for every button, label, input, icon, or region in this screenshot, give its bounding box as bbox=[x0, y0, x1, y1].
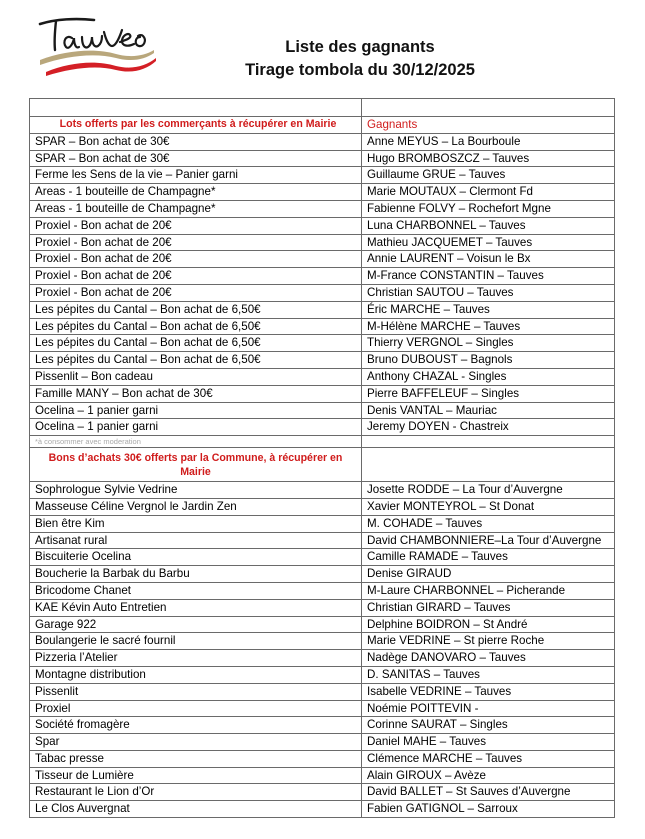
winner-cell: Bruno DUBOUST – Bagnols bbox=[362, 352, 615, 369]
lot-cell: Le Clos Auvergnat bbox=[30, 801, 362, 818]
winner-cell: M-Laure CHARBONNEL – Picherande bbox=[362, 582, 615, 599]
table-row bbox=[30, 566, 615, 583]
lot-cell: Garage 922 bbox=[30, 616, 362, 633]
winner-cell: Jeremy DOYEN - Chastreix bbox=[362, 419, 615, 436]
table-row bbox=[30, 750, 615, 767]
winner-cell: Christian SAUTOU – Tauves bbox=[362, 284, 615, 301]
section1-heading: Lots offerts par les commerçants à récupérer en Mairie bbox=[30, 117, 362, 134]
lot-cell: Les pépites du Cantal – Bon achat de 6,50€ bbox=[30, 318, 362, 335]
page-title bbox=[150, 36, 570, 82]
lot-cell: Areas - 1 bouteille de Champagne* bbox=[30, 184, 362, 201]
lot-cell: Tisseur de Lumière bbox=[30, 767, 362, 784]
title-line-2: Tirage tombola du 30/12/2025 bbox=[245, 61, 475, 79]
blank-row bbox=[30, 99, 615, 117]
winner-cell: Luna CHARBONNEL – Tauves bbox=[362, 217, 615, 234]
winner-cell: Christian GIRARD – Tauves bbox=[362, 599, 615, 616]
table-row bbox=[30, 801, 615, 818]
lot-cell: Pissenlit – Bon cadeau bbox=[30, 368, 362, 385]
table-row bbox=[30, 133, 615, 150]
lot-cell: Les pépites du Cantal – Bon achat de 6,50€ bbox=[30, 352, 362, 369]
table-row bbox=[30, 167, 615, 184]
lot-cell: Ocelina – 1 panier garni bbox=[30, 419, 362, 436]
winner-cell: David CHAMBONNIERE–La Tour d’Auvergne bbox=[362, 532, 615, 549]
winner-cell: Xavier MONTEYROL – St Donat bbox=[362, 498, 615, 515]
lot-cell: Proxiel - Bon achat de 20€ bbox=[30, 284, 362, 301]
winner-cell: Denise GIRAUD bbox=[362, 566, 615, 583]
table-row bbox=[30, 318, 615, 335]
table-row bbox=[30, 268, 615, 285]
table-row bbox=[30, 217, 615, 234]
winner-cell: Clémence MARCHE – Tauves bbox=[362, 750, 615, 767]
table-row bbox=[30, 532, 615, 549]
lot-cell: Les pépites du Cantal – Bon achat de 6,50€ bbox=[30, 335, 362, 352]
winner-cell: Camille RAMADE – Tauves bbox=[362, 549, 615, 566]
lot-cell: Proxiel bbox=[30, 700, 362, 717]
winner-cell: Guillaume GRUE – Tauves bbox=[362, 167, 615, 184]
winner-cell: Hugo BROMBOSZCZ – Tauves bbox=[362, 150, 615, 167]
table-row bbox=[30, 385, 615, 402]
winner-cell: Nadège DANOVARO – Tauves bbox=[362, 650, 615, 667]
table-row bbox=[30, 498, 615, 515]
lot-cell: Artisanat rural bbox=[30, 532, 362, 549]
blank-cell bbox=[30, 99, 362, 117]
lot-cell: Areas - 1 bouteille de Champagne* bbox=[30, 200, 362, 217]
winner-cell: Josette RODDE – La Tour d’Auvergne bbox=[362, 482, 615, 499]
lot-cell: Bricodome Chanet bbox=[30, 582, 362, 599]
winner-cell: Fabien GATIGNOL – Sarroux bbox=[362, 801, 615, 818]
lot-cell: Bien être Kim bbox=[30, 515, 362, 532]
blank-cell bbox=[362, 448, 615, 482]
footnote-text: *à consommer avec moderation bbox=[30, 436, 362, 448]
blank-cell bbox=[362, 436, 615, 448]
table-row bbox=[30, 767, 615, 784]
tauves-logo bbox=[36, 10, 166, 76]
section-header-row bbox=[30, 117, 615, 134]
table-row bbox=[30, 633, 615, 650]
table-row bbox=[30, 251, 615, 268]
lot-cell: Société fromagère bbox=[30, 717, 362, 734]
lot-cell: Masseuse Céline Vergnol le Jardin Zen bbox=[30, 498, 362, 515]
winner-cell: Annie LAURENT – Voisun le Bx bbox=[362, 251, 615, 268]
lot-cell: Proxiel - Bon achat de 20€ bbox=[30, 217, 362, 234]
winners-table bbox=[29, 98, 615, 818]
table-row bbox=[30, 482, 615, 499]
lot-cell: Ocelina – 1 panier garni bbox=[30, 402, 362, 419]
table-row bbox=[30, 419, 615, 436]
lot-cell: SPAR – Bon achat de 30€ bbox=[30, 150, 362, 167]
winner-cell: Éric MARCHE – Tauves bbox=[362, 301, 615, 318]
winner-cell: Thierry VERGNOL – Singles bbox=[362, 335, 615, 352]
table-row bbox=[30, 184, 615, 201]
table-row bbox=[30, 549, 615, 566]
winner-cell: M-Hélène MARCHE – Tauves bbox=[362, 318, 615, 335]
winner-cell: M. COHADE – Tauves bbox=[362, 515, 615, 532]
winner-cell: Alain GIROUX – Avèze bbox=[362, 767, 615, 784]
lot-cell: Biscuiterie Ocelina bbox=[30, 549, 362, 566]
table-row bbox=[30, 734, 615, 751]
lot-cell: Pizzeria l’Atelier bbox=[30, 650, 362, 667]
footnote-row bbox=[30, 436, 615, 448]
winner-cell: Marie VEDRINE – St pierre Roche bbox=[362, 633, 615, 650]
table-row bbox=[30, 335, 615, 352]
winner-cell: Marie MOUTAUX – Clermont Fd bbox=[362, 184, 615, 201]
lot-cell: Montagne distribution bbox=[30, 666, 362, 683]
table-row bbox=[30, 301, 615, 318]
table-row bbox=[30, 784, 615, 801]
lot-cell: Boucherie la Barbak du Barbu bbox=[30, 566, 362, 583]
lot-cell: Proxiel - Bon achat de 20€ bbox=[30, 251, 362, 268]
table-row bbox=[30, 650, 615, 667]
table-row bbox=[30, 616, 615, 633]
lot-cell: KAE Kévin Auto Entretien bbox=[30, 599, 362, 616]
lot-cell: SPAR – Bon achat de 30€ bbox=[30, 133, 362, 150]
winners-column-heading: Gagnants bbox=[362, 117, 615, 134]
lot-cell: Les pépites du Cantal – Bon achat de 6,50€ bbox=[30, 301, 362, 318]
winner-cell: Anthony CHAZAL - Singles bbox=[362, 368, 615, 385]
table-row bbox=[30, 717, 615, 734]
lot-cell: Sophrologue Sylvie Vedrine bbox=[30, 482, 362, 499]
winner-cell: Anne MEYUS – La Bourboule bbox=[362, 133, 615, 150]
table-row bbox=[30, 683, 615, 700]
table-row bbox=[30, 234, 615, 251]
table-row bbox=[30, 599, 615, 616]
table-row bbox=[30, 352, 615, 369]
table-row bbox=[30, 582, 615, 599]
tauves-logo-icon bbox=[36, 10, 166, 76]
lot-cell: Famille MANY – Bon achat de 30€ bbox=[30, 385, 362, 402]
winner-cell: Corinne SAURAT – Singles bbox=[362, 717, 615, 734]
lot-cell: Proxiel - Bon achat de 20€ bbox=[30, 268, 362, 285]
table-row bbox=[30, 515, 615, 532]
table-row bbox=[30, 200, 615, 217]
winner-cell: Delphine BOIDRON – St André bbox=[362, 616, 615, 633]
winner-cell: Noémie POITTEVIN - bbox=[362, 700, 615, 717]
lot-cell: Pissenlit bbox=[30, 683, 362, 700]
winner-cell: Isabelle VEDRINE – Tauves bbox=[362, 683, 615, 700]
section2-heading: Bons d’achats 30€ offerts par la Commune, à récupérer en Mairie bbox=[30, 448, 362, 482]
lot-cell: Proxiel - Bon achat de 20€ bbox=[30, 234, 362, 251]
winner-cell: D. SANITAS – Tauves bbox=[362, 666, 615, 683]
winner-cell: Denis VANTAL – Mauriac bbox=[362, 402, 615, 419]
lot-cell: Tabac presse bbox=[30, 750, 362, 767]
winner-cell: Fabienne FOLVY – Rochefort Mgne bbox=[362, 200, 615, 217]
blank-cell bbox=[362, 99, 615, 117]
winner-cell: M-France CONSTANTIN – Tauves bbox=[362, 268, 615, 285]
lot-cell: Boulangerie le sacré fournil bbox=[30, 633, 362, 650]
lot-cell: Spar bbox=[30, 734, 362, 751]
winner-cell: Daniel MAHE – Tauves bbox=[362, 734, 615, 751]
table-row bbox=[30, 368, 615, 385]
table-row bbox=[30, 700, 615, 717]
winner-cell: David BALLET – St Sauves d’Auvergne bbox=[362, 784, 615, 801]
table-row bbox=[30, 150, 615, 167]
table-row bbox=[30, 402, 615, 419]
table-row bbox=[30, 666, 615, 683]
lot-cell: Ferme les Sens de la vie – Panier garni bbox=[30, 167, 362, 184]
section-header-row bbox=[30, 448, 615, 482]
winner-cell: Pierre BAFFELEUF – Singles bbox=[362, 385, 615, 402]
table-row bbox=[30, 284, 615, 301]
winner-cell: Mathieu JACQUEMET – Tauves bbox=[362, 234, 615, 251]
lot-cell: Restaurant le Lion d’Or bbox=[30, 784, 362, 801]
title-line-1: Liste des gagnants bbox=[285, 38, 435, 56]
